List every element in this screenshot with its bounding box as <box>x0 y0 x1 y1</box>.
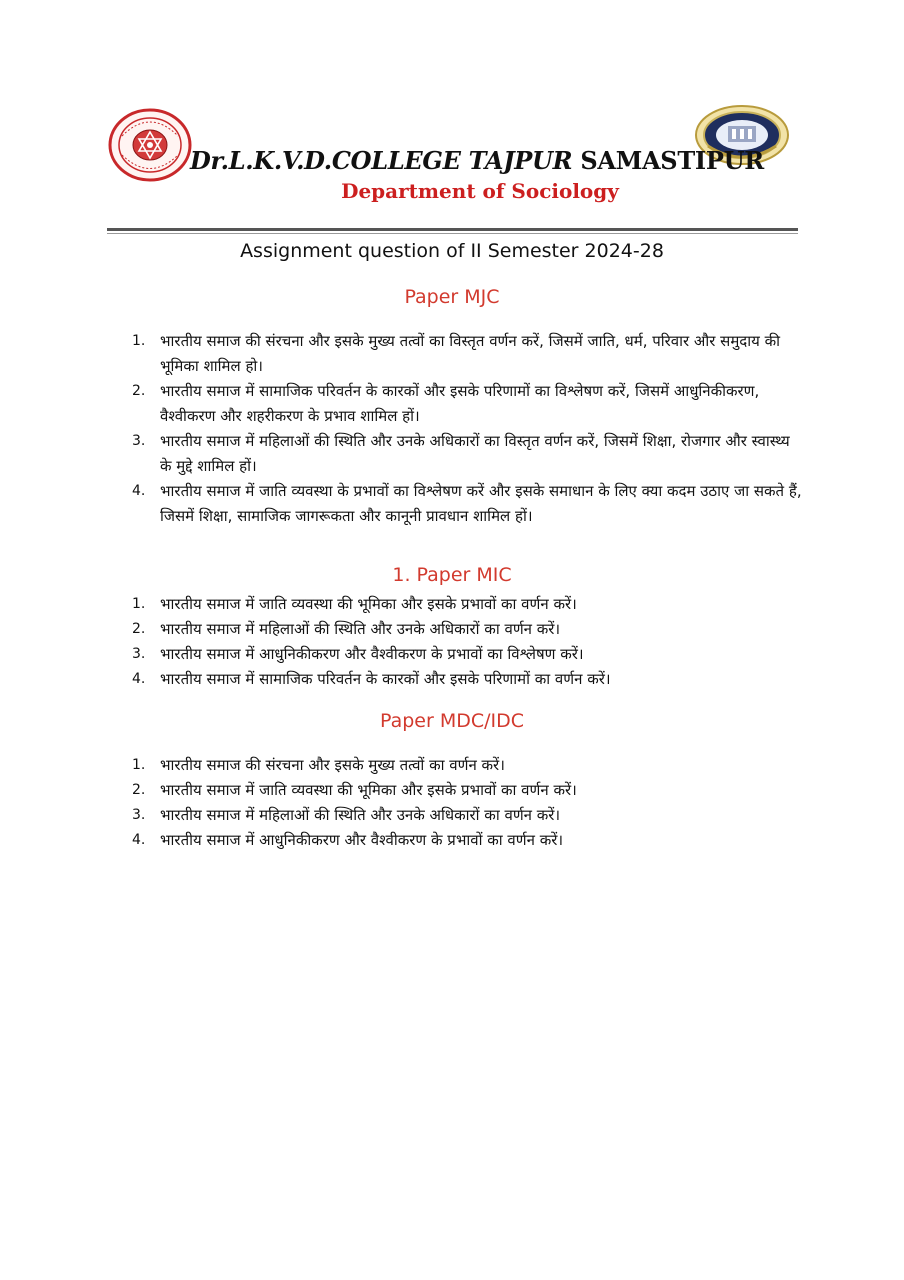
question-number: 2. <box>132 782 146 798</box>
question-text: भारतीय समाज की संरचना और इसके मुख्य तत्वों का विस्तृत वर्णन करें, जिसमें जाति, धर्म, परिवार और समुदाय की भूमिका शामिल हो। <box>160 332 781 375</box>
question-item <box>0 667 904 692</box>
question-text: भारतीय समाज में महिलाओं की स्थिति और उनके अधिकारों का वर्णन करें। <box>160 806 561 824</box>
question-text: भारतीय समाज में जाति व्यवस्था के प्रभावों का विश्लेषण करें और इसके समाधान के लिए क्या कदम उठाए जा सकते हैं, जिसमें शिक्षा, सामाजिक जागरूकता और कानूनी प्रावधान शामिल हों। <box>160 482 802 525</box>
assignment-title: Assignment question of II Semester 2024-28 <box>240 240 664 262</box>
question-item <box>0 479 904 529</box>
question-text: भारतीय समाज में जाति व्यवस्था की भूमिका और इसके प्रभावों का वर्णन करें। <box>160 781 577 799</box>
question-item <box>0 592 904 617</box>
question-text: भारतीय समाज में आधुनिकीकरण और वैश्वीकरण के प्रभावों का विश्लेषण करें। <box>160 645 584 663</box>
question-item <box>0 429 904 479</box>
question-item <box>0 617 904 642</box>
question-list-mdc-idc <box>0 753 904 853</box>
header-divider <box>107 228 798 231</box>
college-city: SAMASTIPUR <box>580 146 764 175</box>
section-heading-mjc: Paper MJC <box>404 286 500 308</box>
question-number: 3. <box>132 646 146 662</box>
section-heading-mdc-idc: Paper MDC/IDC <box>379 710 525 732</box>
question-item <box>0 642 904 667</box>
question-text: भारतीय समाज में महिलाओं की स्थिति और उनके अधिकारों का वर्णन करें। <box>160 620 561 638</box>
question-text: भारतीय समाज में सामाजिक परिवर्तन के कारकों और इसके परिणामों का विश्लेषण करें, जिसमें आधुनिकीकरण, वैश्वीकरण और शहरीकरण के प्रभाव शामिल हों। <box>160 382 760 425</box>
question-number: 4. <box>132 832 146 848</box>
college-seal-logo <box>108 108 192 182</box>
department-name: Department of Sociology <box>341 179 619 203</box>
question-text: भारतीय समाज में जाति व्यवस्था की भूमिका और इसके प्रभावों का वर्णन करें। <box>160 595 577 613</box>
question-number: 1. <box>132 333 146 349</box>
question-list-mjc <box>0 329 904 529</box>
question-text: भारतीय समाज की संरचना और इसके मुख्य तत्वों का वर्णन करें। <box>160 756 505 774</box>
question-item <box>0 778 904 803</box>
college-name-italic: Dr.L.K.V.D.COLLEGE TAJPUR <box>190 146 573 175</box>
question-number: 3. <box>132 433 146 449</box>
section-heading-mic: 1. Paper MIC <box>392 564 512 586</box>
question-text: भारतीय समाज में महिलाओं की स्थिति और उनके अधिकारों का विस्तृत वर्णन करें, जिसमें शिक्षा, रोजगार और स्वास्थ्य के मुद्दे शामिल हों। <box>160 432 790 475</box>
question-text: भारतीय समाज में सामाजिक परिवर्तन के कारकों और इसके परिणामों का वर्णन करें। <box>160 670 611 688</box>
question-number: 4. <box>132 483 146 499</box>
question-item <box>0 329 904 379</box>
question-number: 2. <box>132 383 146 399</box>
question-number: 4. <box>132 671 146 687</box>
college-name <box>190 146 764 175</box>
question-item <box>0 753 904 778</box>
question-item <box>0 828 904 853</box>
question-item <box>0 803 904 828</box>
question-text: भारतीय समाज में आधुनिकीकरण और वैश्वीकरण के प्रभावों का वर्णन करें। <box>160 831 564 849</box>
header-divider-thin <box>107 233 798 234</box>
question-number: 1. <box>132 596 146 612</box>
question-item <box>0 379 904 429</box>
question-number: 1. <box>132 757 146 773</box>
question-list-mic <box>0 592 904 692</box>
question-number: 3. <box>132 807 146 823</box>
question-number: 2. <box>132 621 146 637</box>
